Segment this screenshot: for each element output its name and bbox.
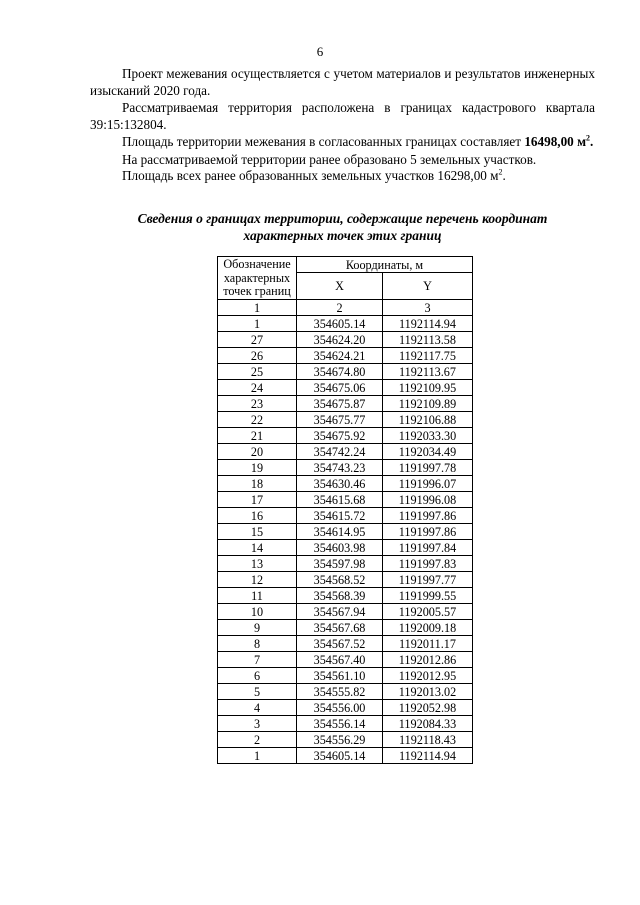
table-row [218,604,473,620]
area-value-number: 16498,00 м [524,134,587,149]
x-coordinate-cell: 354561.10 [297,668,383,684]
x-coordinate-cell: 354615.68 [297,492,383,508]
y-coordinate-cell: 1192012.95 [383,668,473,684]
table-row [218,652,473,668]
x-coordinate-cell: 354567.40 [297,652,383,668]
point-number-cell: 6 [218,668,297,684]
point-number-cell: 23 [218,396,297,412]
y-coordinate-cell: 1192118.43 [383,732,473,748]
point-number-cell: 13 [218,556,297,572]
table-row [218,524,473,540]
table-row [218,684,473,700]
column-number-1: 1 [218,300,297,316]
x-coordinate-cell: 354675.06 [297,380,383,396]
point-number-cell: 24 [218,380,297,396]
point-number-cell: 4 [218,700,297,716]
y-coordinate-cell: 1192011.17 [383,636,473,652]
header-designation-line-1: Обозначение [223,257,291,271]
point-number-cell: 17 [218,492,297,508]
y-coordinate-cell: 1191997.83 [383,556,473,572]
table-row [218,460,473,476]
header-designation-line-2: характерных [223,270,291,285]
table-row [218,428,473,444]
table-row [218,508,473,524]
table-row [218,444,473,460]
table-row [218,316,473,332]
x-coordinate-cell: 354556.00 [297,700,383,716]
y-coordinate-cell: 1192113.67 [383,364,473,380]
paragraph-plots-area [90,168,595,185]
point-number-cell: 22 [218,412,297,428]
x-coordinate-cell: 354675.92 [297,428,383,444]
point-number-cell: 7 [218,652,297,668]
y-coordinate-cell: 1192117.75 [383,348,473,364]
point-number-cell: 20 [218,444,297,460]
area-text: Площадь территории межевания в согласованных границах составляет [122,134,522,149]
x-coordinate-cell: 354742.24 [297,444,383,460]
y-coordinate-cell: 1191997.78 [383,460,473,476]
x-coordinate-cell: 354597.98 [297,556,383,572]
section-title [90,210,595,244]
table-row [218,332,473,348]
table-row [218,700,473,716]
table-row [218,380,473,396]
y-coordinate-cell: 1192034.49 [383,444,473,460]
table-row [218,348,473,364]
y-coordinate-cell: 1192084.33 [383,716,473,732]
x-coordinate-cell: 354568.39 [297,588,383,604]
x-coordinate-cell: 354555.82 [297,684,383,700]
y-coordinate-cell: 1191997.86 [383,508,473,524]
x-coordinate-cell: 354624.20 [297,332,383,348]
y-coordinate-cell: 1192005.57 [383,604,473,620]
table-row [218,412,473,428]
point-number-cell: 14 [218,540,297,556]
area-value-end: . [590,134,594,149]
point-number-cell: 25 [218,364,297,380]
y-coordinate-cell: 1192114.94 [383,316,473,332]
y-coordinate-cell: 1191999.55 [383,588,473,604]
y-coordinate-cell: 1191996.07 [383,476,473,492]
point-number-cell: 10 [218,604,297,620]
column-number-2: 2 [297,300,383,316]
y-coordinate-cell: 1192114.94 [383,748,473,764]
x-coordinate-cell: 354675.87 [297,396,383,412]
x-coordinate-cell: 354624.21 [297,348,383,364]
x-coordinate-cell: 354556.14 [297,716,383,732]
area-value-sup: 2 [586,133,591,143]
x-coordinate-cell: 354605.14 [297,748,383,764]
y-coordinate-cell: 1192109.89 [383,396,473,412]
header-designation-line-3: точек границ [223,284,291,298]
paragraph-area [90,134,595,151]
x-coordinate-cell: 354567.94 [297,604,383,620]
y-coordinate-cell: 1192052.98 [383,700,473,716]
point-number-cell: 15 [218,524,297,540]
point-number-cell: 12 [218,572,297,588]
x-coordinate-cell: 354674.80 [297,364,383,380]
x-coordinate-cell: 354603.98 [297,540,383,556]
body-text [90,66,595,185]
x-coordinate-cell: 354605.14 [297,316,383,332]
header-designation [218,257,297,300]
point-number-cell: 27 [218,332,297,348]
x-coordinate-cell: 354568.52 [297,572,383,588]
plots-area-end: . [502,168,506,183]
table-row [218,396,473,412]
y-coordinate-cell: 1191996.08 [383,492,473,508]
point-number-cell: 21 [218,428,297,444]
point-number-cell: 2 [218,732,297,748]
table-row [218,540,473,556]
coordinates-table [217,256,473,764]
y-coordinate-cell: 1192012.86 [383,652,473,668]
coordinates-rows [218,316,473,764]
y-coordinate-cell: 1191997.77 [383,572,473,588]
y-coordinate-cell: 1192106.88 [383,412,473,428]
table-row [218,668,473,684]
area-value [524,134,593,149]
table-row [218,556,473,572]
plots-area-sup: 2 [498,167,503,177]
y-coordinate-cell: 1191997.84 [383,540,473,556]
x-coordinate-cell: 354743.23 [297,460,383,476]
x-coordinate-cell: 354567.52 [297,636,383,652]
y-coordinate-cell: 1191997.86 [383,524,473,540]
table-row [218,476,473,492]
column-number-3: 3 [383,300,473,316]
paragraph-plots-count: На рассматриваемой территории ранее образовано 5 земельных участков. [122,151,537,167]
table-row [218,588,473,604]
y-coordinate-cell: 1192113.58 [383,332,473,348]
x-coordinate-cell: 354615.72 [297,508,383,524]
table-row [218,364,473,380]
y-coordinate-cell: 1192013.02 [383,684,473,700]
point-number-cell: 18 [218,476,297,492]
point-number-cell: 9 [218,620,297,636]
x-coordinate-cell: 354614.95 [297,524,383,540]
paragraph-survey: Проект межевания осуществляется с учетом материалов и результатов инженерных изысканий 2020 года. [90,66,595,98]
section-title-line-2: характерных точек этих границ [243,228,442,243]
paragraph-cadastral-quarter: Рассматриваемая территория расположена в границах кадастрового квартала 39:15:132804. [90,100,595,132]
point-number-cell: 19 [218,460,297,476]
x-coordinate-cell: 354630.46 [297,476,383,492]
table-row [218,716,473,732]
table-row [218,732,473,748]
x-coordinate-cell: 354675.77 [297,412,383,428]
y-coordinate-cell: 1192009.18 [383,620,473,636]
point-number-cell: 3 [218,716,297,732]
point-number-cell: 1 [218,316,297,332]
x-coordinate-cell: 354567.68 [297,620,383,636]
plots-area-text: Площадь всех ранее образованных земельных участков 16298,00 м [122,168,499,183]
y-coordinate-cell: 1192109.95 [383,380,473,396]
point-number-cell: 1 [218,748,297,764]
table-row [218,492,473,508]
table-row [218,636,473,652]
table-row [218,620,473,636]
header-coordinates: Координаты, м [297,257,473,273]
y-coordinate-cell: 1192033.30 [383,428,473,444]
point-number-cell: 26 [218,348,297,364]
header-x: X [297,273,383,300]
point-number-cell: 5 [218,684,297,700]
point-number-cell: 16 [218,508,297,524]
x-coordinate-cell: 354556.29 [297,732,383,748]
point-number-cell: 11 [218,588,297,604]
point-number-cell: 8 [218,636,297,652]
table-row [218,572,473,588]
table-row [218,748,473,764]
page-number: 6 [316,44,324,59]
header-y: Y [383,273,473,300]
section-title-line-1: Сведения о границах территории, содержащие перечень координат [137,211,548,226]
